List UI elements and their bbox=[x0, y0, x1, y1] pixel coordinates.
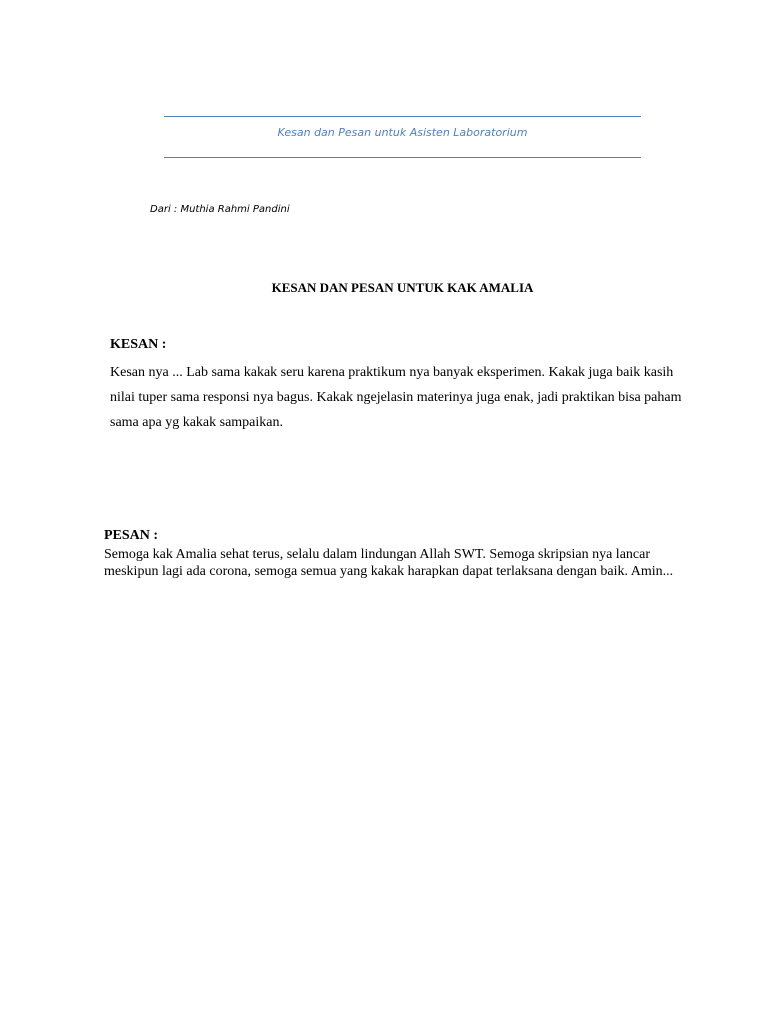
author-line: Dari : Muthia Rahmi Pandini bbox=[150, 204, 290, 215]
header-title: Kesan dan Pesan untuk Asisten Laboratorium bbox=[277, 126, 528, 139]
header-bottom-rule bbox=[164, 157, 641, 158]
pesan-paragraph: Semoga kak Amalia sehat terus, selalu dalam lindungan Allah SWT. Semoga skripsian nya lancar meskipun lagi ada corona, semoga semua yang kakak harapkan dapat terlaksana dengan baik. Amin... bbox=[104, 547, 674, 579]
document-title: KESAN DAN PESAN UNTUK KAK AMALIA bbox=[271, 280, 534, 295]
kesan-heading: KESAN : bbox=[110, 337, 167, 352]
kesan-paragraph: Kesan nya ... Lab sama kakak seru karena praktikum nya banyak eksperimen. Kakak juga baik kasih nilai tuper sama responsi nya bagus. Kakak ngejelasin materinya juga enak, jadi praktikan bisa paham sama apa yg kakak sampaikan. bbox=[110, 365, 682, 430]
header-top-rule bbox=[164, 116, 641, 117]
pesan-heading: PESAN : bbox=[104, 528, 159, 543]
